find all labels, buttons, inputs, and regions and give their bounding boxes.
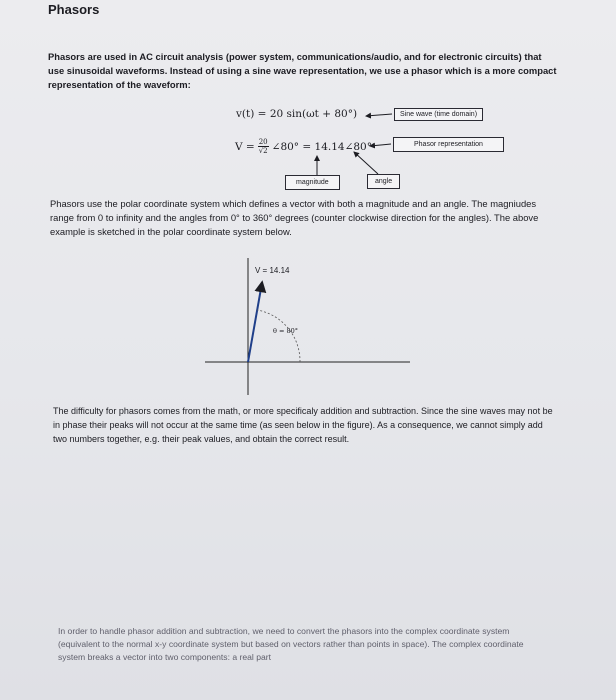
fraction-denominator: √2 <box>258 147 268 155</box>
angle-arc <box>257 310 300 362</box>
arrow-to-sine-label <box>366 114 392 116</box>
intro-paragraph: Phasors are used in AC circuit analysis (power system, communications/audio, and for electronic circuits) that use sinusoidal waveforms. Instead of using a sine wave representation, we use a phasor which is a more compact representation of the waveform: <box>48 51 557 90</box>
arrow-angle-up <box>354 152 378 174</box>
arrow-to-phasor-label <box>370 144 391 146</box>
angle-label-box: angle <box>367 174 400 189</box>
time-domain-equation: v(t) = 20 sin(ωt + 80°) <box>236 108 358 120</box>
phasor-equation-rest: ∠80° = 14.14∠80° <box>271 140 372 153</box>
magnitude-plot-label: V = 14.14 <box>255 266 290 275</box>
complex-paragraph: In order to handle phasor addition and subtraction, we need to convert the phasors into the complex coordinate system (equivalent to the normal x-y coordinate system but based on vectors rather than points in space). The complex coordinate system breaks a vector into two components: a real part <box>58 626 524 662</box>
angle-plot-label: θ = 80° <box>273 327 299 335</box>
page-title: Phasors <box>48 2 100 17</box>
polar-plot <box>205 258 410 395</box>
phasor-equation-lhs: V = <box>235 140 255 153</box>
difficulty-paragraph: The difficulty for phasors comes from the math, or more specificaly addition and subtraction. Since the sine waves may not be in phase their peaks will not occur at the same time (as seen below in the figure). As a consequence, we cannot simply add two numbers together, e.g. their peak values, and obtain the correct result. <box>53 406 553 444</box>
polar-paragraph: Phasors use the polar coordinate system which defines a vector with both a magnitude and an angle. The magniudes range from 0 to infinity and the angles from 0° to 360° degrees (counter clockwise direction for the angles). The above example is sketched in the polar coordinate system below. <box>50 198 539 237</box>
phasor-vector <box>248 282 262 362</box>
fraction-numerator: 20 <box>258 138 268 146</box>
sine-wave-label-box: Sine wave (time domain) <box>394 108 483 121</box>
phasor-representation-label-box: Phasor representation <box>393 137 504 152</box>
magnitude-label-box: magnitude <box>285 175 340 190</box>
